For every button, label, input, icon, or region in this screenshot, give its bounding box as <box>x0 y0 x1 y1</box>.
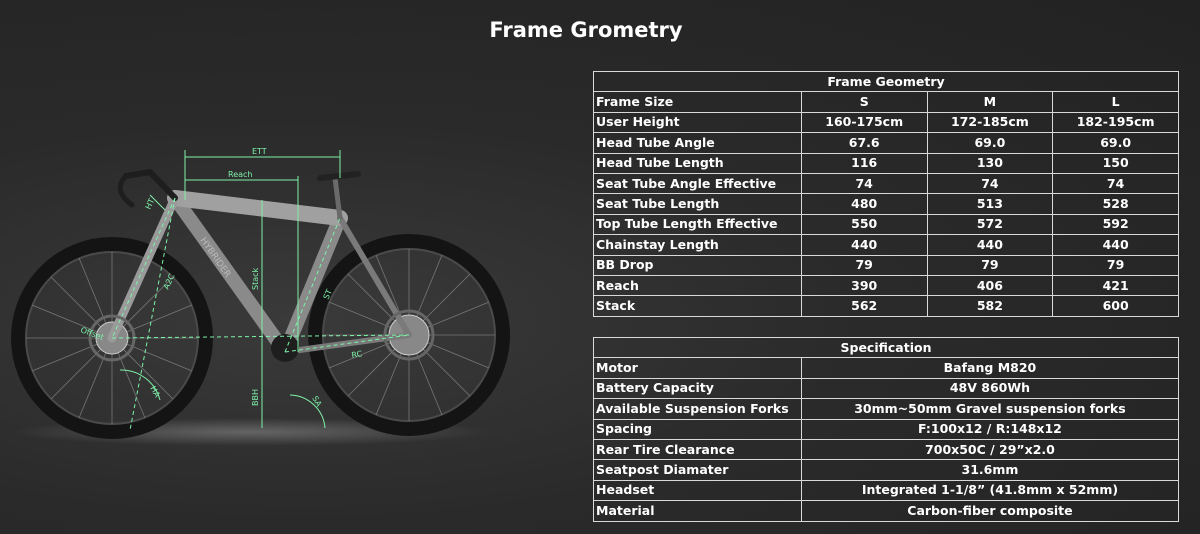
reach-label: Reach <box>228 170 253 179</box>
cell-value: 550 <box>801 214 927 234</box>
table-row <box>594 255 1179 275</box>
cell-value: 592 <box>1053 214 1179 234</box>
column-header: S <box>801 92 927 112</box>
cell-value: 116 <box>801 153 927 173</box>
cell-value: 31.6mm <box>801 460 1178 480</box>
cell-value: 406 <box>927 275 1053 295</box>
frame-geometry-table <box>593 71 1179 317</box>
table-row <box>594 439 1179 459</box>
table-row <box>594 358 1179 378</box>
row-label: Rear Tire Clearance <box>594 439 802 459</box>
cell-value: 528 <box>1053 194 1179 214</box>
rc-label: RC <box>350 349 363 360</box>
row-label: Head Tube Angle <box>594 133 802 153</box>
specification-table-title: Specification <box>594 338 1179 358</box>
row-label: Stack <box>594 296 802 316</box>
row-label: Material <box>594 501 802 521</box>
row-label: Seat Tube Angle Effective <box>594 173 802 193</box>
cell-value: 79 <box>801 255 927 275</box>
row-label: Reach <box>594 275 802 295</box>
cell-value: 30mm~50mm Gravel suspension forks <box>801 399 1178 419</box>
cell-value: 69.0 <box>927 133 1053 153</box>
column-header: M <box>927 92 1053 112</box>
row-label: Chainstay Length <box>594 235 802 255</box>
cell-value: 182-195cm <box>1053 112 1179 132</box>
row-label: Seat Tube Length <box>594 194 802 214</box>
cell-value: Bafang M820 <box>801 358 1178 378</box>
page-title: Frame Grometry <box>489 18 683 42</box>
cell-value: 440 <box>801 235 927 255</box>
geometry-table-title: Frame Geometry <box>594 72 1179 92</box>
cell-value: 74 <box>1053 173 1179 193</box>
row-label: Motor <box>594 358 802 378</box>
row-label: Spacing <box>594 419 802 439</box>
cell-value: 79 <box>927 255 1053 275</box>
table-row <box>594 153 1179 173</box>
table-row <box>594 275 1179 295</box>
ett-label: ETT <box>252 147 267 156</box>
row-label: Head Tube Length <box>594 153 802 173</box>
table-row <box>594 419 1179 439</box>
cell-value: 572 <box>927 214 1053 234</box>
cell-value: 480 <box>801 194 927 214</box>
stack-label: Stack <box>251 267 260 290</box>
column-header: Frame Size <box>594 92 802 112</box>
table-row <box>594 133 1179 153</box>
bike-illustration <box>0 120 560 534</box>
specification-table <box>593 337 1179 522</box>
row-label: Top Tube Length Effective <box>594 214 802 234</box>
cell-value: 421 <box>1053 275 1179 295</box>
cell-value: 74 <box>927 173 1053 193</box>
table-row <box>594 399 1179 419</box>
cell-value: 562 <box>801 296 927 316</box>
cell-value: 160-175cm <box>801 112 927 132</box>
cell-value: 74 <box>801 173 927 193</box>
bbh-label: BBH <box>251 389 260 406</box>
cell-value: Integrated 1-1/8” (41.8mm x 52mm) <box>801 480 1178 500</box>
st-label: ST <box>321 288 335 301</box>
ht-label: HT <box>143 197 157 211</box>
row-label: User Height <box>594 112 802 132</box>
row-label: Battery Capacity <box>594 378 802 398</box>
table-row <box>594 235 1179 255</box>
cell-value: 390 <box>801 275 927 295</box>
sa-label: SA <box>310 394 324 409</box>
table-row <box>594 460 1179 480</box>
cell-value: 67.6 <box>801 133 927 153</box>
cell-value: 513 <box>927 194 1053 214</box>
cell-value: 79 <box>1053 255 1179 275</box>
cell-value: 440 <box>1053 235 1179 255</box>
cell-value: 48V 860Wh <box>801 378 1178 398</box>
frame-brand-text: HYBRIDER <box>197 235 233 280</box>
table-title-row <box>594 338 1179 358</box>
table-header-row <box>594 92 1179 112</box>
table-row <box>594 194 1179 214</box>
table-row <box>594 501 1179 521</box>
column-header: L <box>1053 92 1179 112</box>
table-row <box>594 480 1179 500</box>
table-row <box>594 112 1179 132</box>
bike-geometry-diagram <box>0 120 560 534</box>
cell-value: 700x50C / 29”x2.0 <box>801 439 1178 459</box>
cell-value: F:100x12 / R:148x12 <box>801 419 1178 439</box>
offset-label: Offset <box>79 325 105 343</box>
cell-value: 150 <box>1053 153 1179 173</box>
table-row <box>594 296 1179 316</box>
cell-value: 69.0 <box>1053 133 1179 153</box>
cell-value: Carbon-fiber composite <box>801 501 1178 521</box>
table-row <box>594 214 1179 234</box>
row-label: Headset <box>594 480 802 500</box>
a2c-label: A2C <box>161 272 177 291</box>
table-row <box>594 173 1179 193</box>
cell-value: 600 <box>1053 296 1179 316</box>
row-label: BB Drop <box>594 255 802 275</box>
cell-value: 172-185cm <box>927 112 1053 132</box>
ha-label: HA <box>148 384 162 399</box>
row-label: Seatpost Diamater <box>594 460 802 480</box>
cell-value: 130 <box>927 153 1053 173</box>
table-title-row <box>594 72 1179 92</box>
table-row <box>594 378 1179 398</box>
cell-value: 440 <box>927 235 1053 255</box>
cell-value: 582 <box>927 296 1053 316</box>
row-label: Available Suspension Forks <box>594 399 802 419</box>
